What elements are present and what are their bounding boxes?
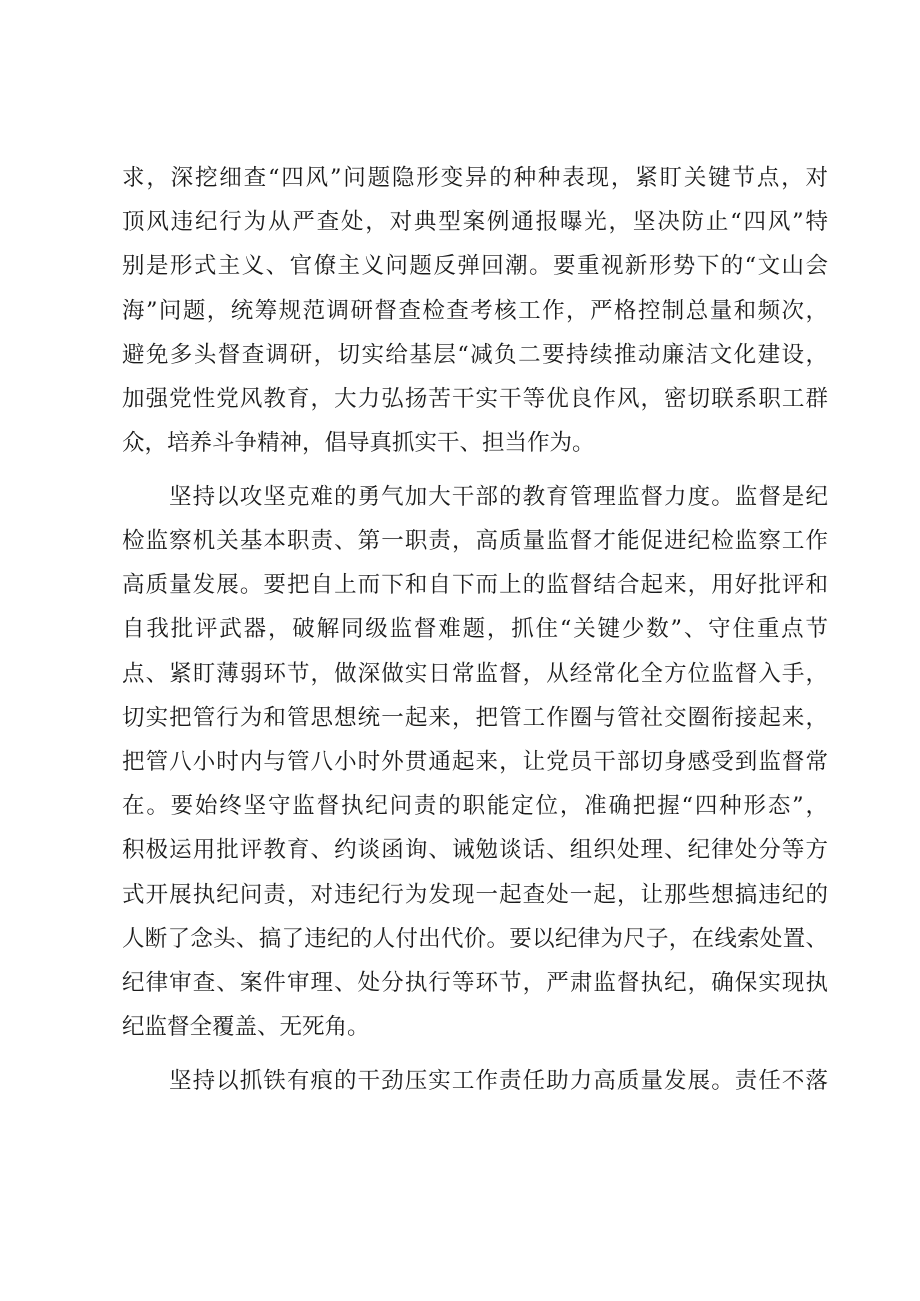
paragraph-1-line-3: 别是形式主义、官僚主义问题反弹回潮。要重视新形势下的“文山会 [122,253,828,279]
paragraph-1-line-5: 避免多头督查调研，切实给基层“减负二要持续推动廉洁文化建设， [122,342,828,368]
paragraph-1-line-7: 众，培养斗争精神，倡导真抓实干、担当作为。 [122,430,595,456]
paragraph-2-line-11: 人断了念头、搞了违纪的人付出代价。要以纪律为尺子，在线索处置、 [122,926,828,952]
paragraph-2-line-6: 切实把管行为和管思想统一起来，把管工作圈与管社交圈衔接起来， [122,705,828,731]
paragraph-1-line-2: 顶风违纪行为从严查处，对典型案例通报曝光，坚决防止“四风”特 [122,209,828,235]
paragraph-2-line-8: 在。要始终坚守监督执纪问责的职能定位，准确把握“四种形态”， [122,793,828,819]
paragraph-2-line-13: 纪监督全覆盖、无死角。 [122,1014,370,1040]
paragraph-2-line-3: 高质量发展。要把自上而下和自下而上的监督结合起来，用好批评和 [122,572,828,598]
paragraph-2-line-10: 式开展执纪问责，对违纪行为发现一起查处一起，让那些想搞违纪的 [122,882,828,908]
paragraph-3-line-1: 坚持以抓铁有痕的干劲压实工作责任助力高质量发展。责任不落 [169,1068,828,1094]
paragraph-1-line-6: 加强党性党风教育，大力弘扬苦干实干等优良作风，密切联系职工群 [122,386,828,412]
paragraph-1-line-1: 求，深挖细查“四风”问题隐形变异的种种表现，紧盯关键节点，对 [122,165,828,191]
paragraph-2-line-2: 检监察机关基本职责、第一职责，高质量监督才能促进纪检监察工作 [122,528,828,554]
paragraph-2-line-9: 积极运用批评教育、约谈函询、诫勉谈话、组织处理、纪律处分等方 [122,837,828,863]
paragraph-2-line-12: 纪律审查、案件审理、处分执行等环节，严肃监督执纪，确保实现执 [122,970,828,996]
paragraph-1-line-4: 海”问题，统筹规范调研督查检查考核工作，严格控制总量和频次， [122,298,828,324]
paragraph-2-line-7: 把管八小时内与管八小时外贯通起来，让党员干部切身感受到监督常 [122,749,828,775]
paragraph-2-line-4: 自我批评武器，破解同级监督难题，抓住“关键少数”、守住重点节 [122,616,828,642]
paragraph-2-line-5: 点、紧盯薄弱环节，做深做实日常监督，从经常化全方位监督入手， [122,661,828,687]
paragraph-2-line-1: 坚持以攻坚克难的勇气加大干部的教育管理监督力度。监督是纪 [169,484,828,510]
